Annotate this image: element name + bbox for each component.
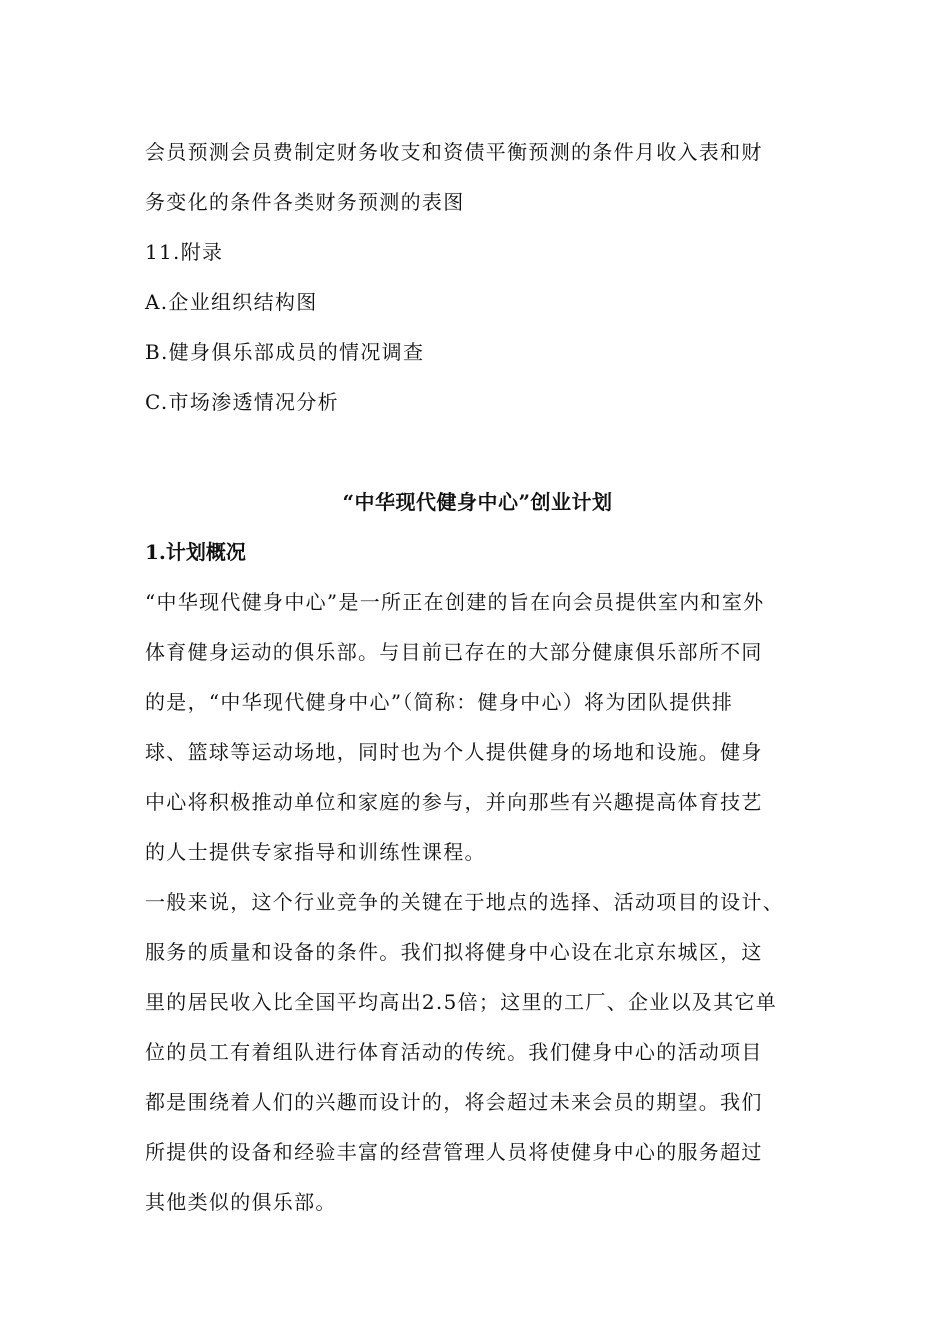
paragraph-1-line: 的是，“中华现代健身中心”（简称：健身中心）将为团队提供排 [145, 690, 734, 714]
paragraph-1-line: 球、篮球等运动场地，同时也为个人提供健身的场地和设施。健身 [145, 740, 763, 764]
paragraph-2-line: 位的员工有着组队进行体育活动的传统。我们健身中心的活动项目 [145, 1040, 763, 1064]
paragraph-1-line: 体育健身运动的俱乐部。与目前已存在的大部分健康俱乐部所不同 [145, 640, 763, 664]
page-content [145, 127, 810, 1227]
paragraph-1-line: “中华现代健身中心”是一所正在创建的旨在向会员提供室内和室外 [145, 590, 765, 614]
appendix-heading: 11.附录 [145, 240, 224, 264]
paragraph-2-line: 里的居民收入比全国平均高出2.5倍；这里的工厂、企业以及其它单 [145, 990, 778, 1014]
paragraph-2-line: 其他类似的俱乐部。 [145, 1190, 337, 1214]
appendix-item-a: A.企业组织结构图 [145, 290, 318, 314]
paragraph-1-line: 的人士提供专家指导和训练性课程。 [145, 840, 486, 864]
paragraph-2-line: 一般来说，这个行业竞争的关键在于地点的选择、活动项目的设计、 [145, 890, 784, 914]
intro-line-2: 务变化的条件各类财务预测的表图 [145, 190, 465, 214]
paragraph-2-line: 都是围绕着人们的兴趣而设计的，将会超过未来会员的期望。我们 [145, 1090, 763, 1114]
paragraph-2-line: 所提供的设备和经验丰富的经营管理人员将使健身中心的服务超过 [145, 1140, 763, 1164]
intro-line-1: 会员预测会员费制定财务收支和资债平衡预测的条件月收入表和财 [145, 140, 763, 164]
blank-line [145, 427, 810, 477]
appendix-item-b: B.健身俱乐部成员的情况调查 [145, 340, 425, 364]
section-heading: 1.计划概况 [145, 540, 246, 564]
paragraph-1-line: 中心将积极推动单位和家庭的参与，并向那些有兴趣提高体育技艺 [145, 790, 763, 814]
paragraph-2-line: 服务的质量和设备的条件。我们拟将健身中心设在北京东城区，这 [145, 940, 763, 964]
document-title: “中华现代健身中心”创业计划 [342, 490, 613, 514]
appendix-item-c: C.市场渗透情况分析 [145, 390, 339, 414]
